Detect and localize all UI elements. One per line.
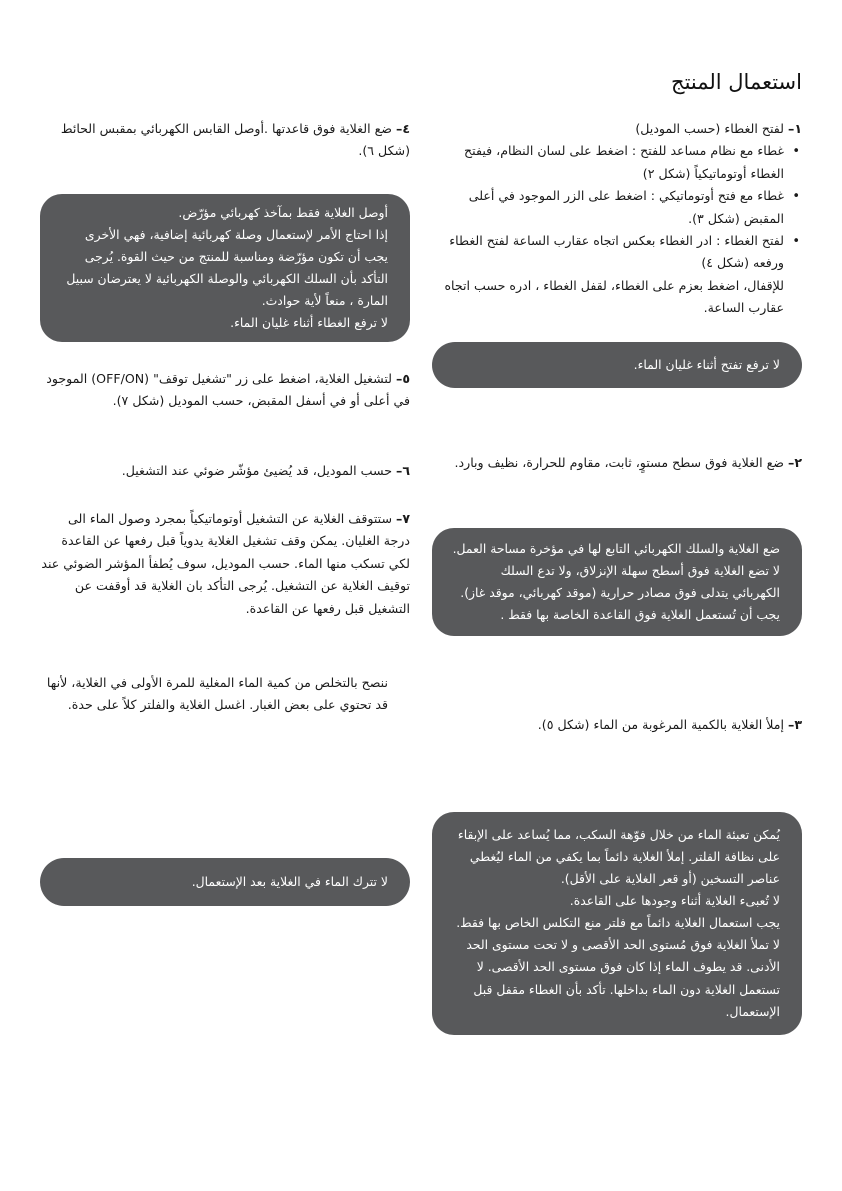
lid-type-list bbox=[432, 140, 802, 274]
placement-line: يجب أن تُستعمل الغلاية فوق القاعدة الخاصة بها فقط . bbox=[500, 607, 780, 623]
power-line: لا ترفع الغطاء أثناء غليان الماء. bbox=[230, 315, 388, 331]
water-warning-box bbox=[40, 858, 410, 906]
power-warning-box bbox=[40, 194, 410, 342]
close-lid-note: للإقفال، اضغط بعزم على الغطاء، لقفل الغطاء ، ادره حسب اتجاه عقارب الساعة. bbox=[444, 277, 784, 316]
filling-line: يُمكن تعبئة الماء من خلال فوّهة السكب، مما يُساعد على الإبقاء على نظافة الفلتر. إملأ الغلاية دائماً بما يكفي من الماء ليُغطي عناصر التسخين (أو قعر الغلاية على الأقل). bbox=[457, 827, 780, 887]
power-line: إذا احتاج الأمر لإستعمال وصلة كهربائية إضافية، فهي الأخرى يجب أن تكون مؤرّضة ومناسبة للمنتج من حيث القوة. يُرجى التأكد بأن السلك الكهربائي والوصلة الكهربائية لا يعترضان سبيل المارة ، منعاً لأية حوادث. bbox=[66, 227, 388, 309]
step-1-heading bbox=[432, 118, 802, 140]
step-number: ١– bbox=[788, 121, 802, 136]
placement-line: لا تضع الغلاية فوق أسطح سهلة الإنزلاق، ولا تدع السلك الكهربائي يتدلى فوق مصادر حرارية (موقد كهربائي، موقد غاز). bbox=[460, 563, 780, 601]
step-heading-text: لفتح الغطاء (حسب الموديل) bbox=[635, 121, 784, 136]
filling-warning-box bbox=[432, 812, 802, 1035]
step-6-text bbox=[38, 460, 410, 482]
step-text: حسب الموديل، قد يُضيئ مؤشّر ضوئي عند التشغيل. bbox=[121, 463, 392, 478]
filling-line: يجب استعمال الغلاية دائماً مع فلتر منع التكلس الخاص بها فقط. bbox=[456, 915, 780, 931]
step-5-text bbox=[38, 368, 410, 413]
step-7-text bbox=[38, 508, 410, 620]
step-1 bbox=[432, 118, 802, 320]
step-text: إملأ الغلاية بالكمية المرغوبة من الماء (شكل ٥). bbox=[537, 717, 784, 732]
page-title: استعمال المنتج bbox=[671, 70, 802, 94]
step-number: ٧– bbox=[396, 511, 410, 526]
lid-warning-box bbox=[432, 342, 802, 388]
step-text: لتشغيل الغلاية، اضغط على زر "تشغيل توقف" (OFF/ON) الموجود في أعلى أو في أسفل المقبض، حسب الموديل (شكل ٧). bbox=[46, 371, 410, 409]
step-3 bbox=[432, 714, 802, 736]
filling-line: لا تملأ الغلاية فوق مُستوى الحد الأقصى و لا تحت مستوى الحد الأدنى. قد يطوف الماء إذا كان فوق مستوى الحد الأقصى. لا تستعمل الغلاية دون الماء بداخلها. تأكد بأن الغطاء مقفل قبل الإستعمال. bbox=[466, 937, 780, 1019]
step-2-text bbox=[432, 452, 802, 474]
step-number: ٥– bbox=[396, 371, 410, 386]
water-warning-text: لا تترك الماء في الغلاية بعد الإستعمال. bbox=[191, 873, 388, 889]
placement-line: ضع الغلاية والسلك الكهربائي التابع لها في مؤخرة مساحة العمل. bbox=[452, 541, 780, 556]
step-2 bbox=[432, 452, 802, 474]
step-text: ستتوقف الغلاية عن التشغيل أوتوماتيكياً بمجرد وصول الماء الى درجة الغليان. يمكن وقف تشغيل الغلاية يدوياً قبل رفعها عن القاعدة لكي تسكب منها الماء. حسب الموديل، سوف يُطفأ المؤشر الضوئي عند توقيف الغلاية عن التشغيل. يُرجى التأكد بان الغلاية قد أوقفت عن التشغيل قبل رفعها عن القاعدة. bbox=[41, 511, 410, 616]
step-number: ٤– bbox=[396, 121, 410, 136]
power-line: أوصل الغلاية فقط بمآخذ كهربائي مؤرّض. bbox=[178, 205, 388, 220]
list-item: • لفتح الغطاء : ادر الغطاء بعكس اتجاه عقارب الساعة لفتح الغطاء ورفعه (شكل ٤) bbox=[432, 230, 802, 275]
step-5 bbox=[38, 368, 410, 413]
list-item: • غطاء مع فتح أوتوماتيكي : اضغط على الزر الموجود في أعلى المقبض (شكل ٣). bbox=[432, 185, 802, 230]
step-6 bbox=[38, 460, 410, 482]
step-number: ٦– bbox=[396, 463, 410, 478]
placement-warning-box bbox=[432, 528, 802, 636]
step-7 bbox=[38, 508, 410, 620]
filling-line: لا تُعبىء الغلاية أثناء وجودها على القاعدة. bbox=[569, 893, 780, 909]
step-text: ضع الغلاية فوق قاعدتها .أوصل القابس الكهربائي بمقبس الحائط (شكل ٦). bbox=[60, 121, 410, 159]
step-4 bbox=[38, 118, 410, 163]
step-3-text bbox=[432, 714, 802, 736]
first-use-text: ننصح بالتخلص من كمية الماء المغلية للمرة الأولى في الغلاية، لأنها قد تحتوي على بعض الغبار. اغسل الغلاية والفلتر كلاً على حدة. bbox=[46, 675, 388, 713]
lid-warning-text: لا ترفع تفتح أثناء غليان الماء. bbox=[633, 356, 780, 372]
step-number: ٣– bbox=[788, 717, 802, 732]
step-4-text bbox=[38, 118, 410, 163]
list-item: • غطاء مع نظام مساعد للفتح : اضغط على لسان النظام، فيفتح الغطاء أوتوماتيكياً (شكل ٢) bbox=[432, 140, 802, 185]
step-number: ٢– bbox=[788, 455, 802, 470]
step-text: ضع الغلاية فوق سطح مستوٍ، ثابت، مقاوم للحرارة، نظيف وبارد. bbox=[454, 455, 784, 470]
first-use-note bbox=[38, 672, 410, 717]
